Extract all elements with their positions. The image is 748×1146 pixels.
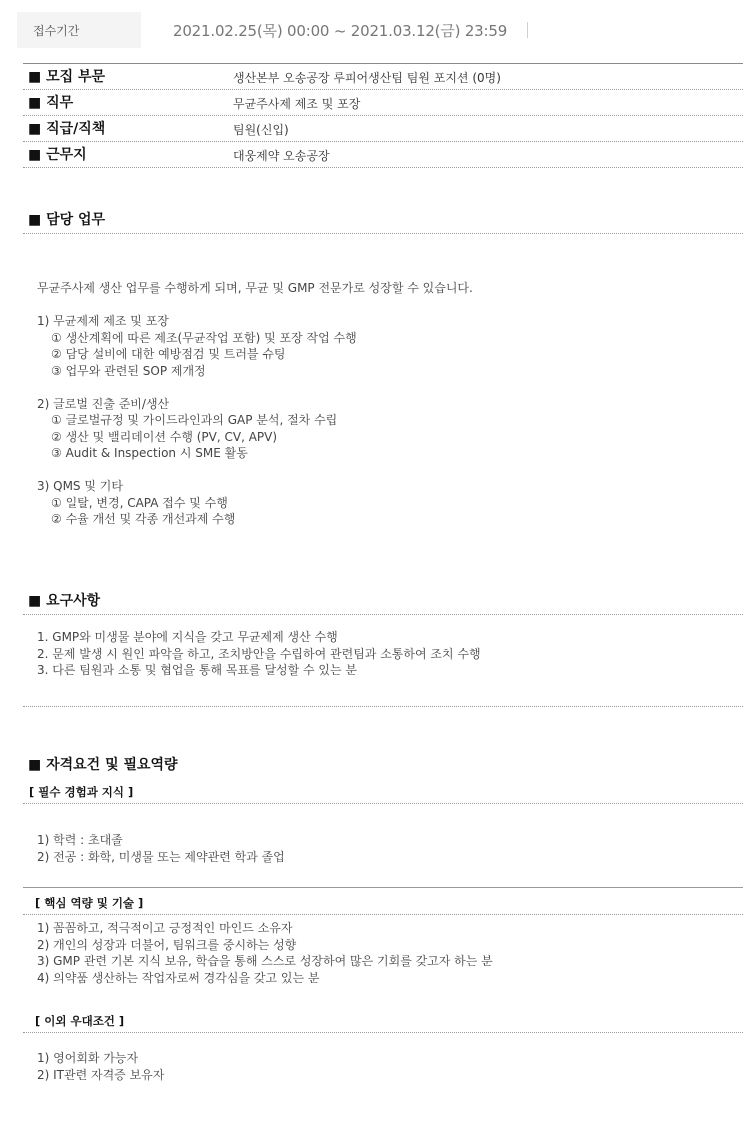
core-top-divider — [23, 887, 743, 888]
info-value: 생산본부 오송공장 루피어생산팀 팀원 포지션 (0명) — [233, 71, 501, 85]
core-skills-title: [ 핵심 역량 및 기술 ] — [35, 896, 144, 910]
qualifications-section-header — [23, 754, 743, 774]
duty-item: ① 생산계획에 따른 제조(무균작업 포함) 및 포장 작업 수행 — [51, 330, 357, 345]
core-item: 1) 꼼꼼하고, 적극적이고 긍정적인 마인드 소유자 — [37, 921, 293, 935]
info-value: 대웅제약 오송공장 — [233, 149, 330, 163]
preferred-list — [37, 1050, 164, 1083]
duty-group-heading: 3) QMS 및 기타 — [37, 479, 123, 493]
duty-group-heading: 1) 무균제제 제조 및 포장 — [37, 314, 169, 328]
required-item: 1) 학력 : 초대졸 — [37, 833, 123, 847]
info-key: ■ 직무 — [28, 95, 74, 111]
core-item: 2) 개인의 성장과 더불어, 팀워크를 중시하는 성향 — [37, 937, 297, 952]
preferred-item: 2) IT관련 자격증 보유자 — [37, 1067, 165, 1082]
preferred-item: 1) 영어회화 가능자 — [37, 1051, 139, 1065]
info-key: ■ 직급/직책 — [28, 121, 106, 137]
duties-title: ■ 담당 업무 — [28, 212, 106, 228]
info-key: ■ 모집 부문 — [28, 69, 106, 85]
info-value: 무균주사제 제조 및 포장 — [233, 97, 361, 111]
required-divider — [23, 803, 743, 804]
duties-divider — [23, 233, 743, 234]
qualifications-title: ■ 자격요건 및 필요역량 — [28, 757, 178, 773]
core-divider — [23, 914, 743, 915]
info-key: ■ 근무지 — [28, 147, 87, 163]
period-label: 접수기간 — [17, 12, 141, 48]
duty-item: ① 글로벌규정 및 가이드라인과의 GAP 분석, 절차 수립 — [51, 413, 338, 427]
info-row-division — [23, 63, 743, 90]
period-divider — [527, 22, 528, 38]
core-list — [37, 920, 493, 986]
duty-item: ② 담당 설비에 대한 예방점검 및 트러블 슈팅 — [51, 347, 286, 361]
duty-item: ② 생산 및 밸리데이션 수행 (PV, CV, APV) — [51, 429, 278, 444]
duty-item: ③ Audit & Inspection 시 SME 활동 — [51, 446, 248, 460]
duties-intro: 무균주사제 생산 업무를 수행하게 되며, 무균 및 GMP 전문가로 성장할 수 있습니다. — [37, 281, 473, 295]
required-item: 2) 전공 : 화학, 미생물 또는 제약관련 학과 졸업 — [37, 849, 285, 864]
info-value: 팀원(신입) — [233, 123, 289, 137]
duty-item: ① 일탈, 변경, CAPA 접수 및 수행 — [51, 495, 228, 510]
info-row-job — [23, 90, 743, 116]
requirements-title: ■ 요구사항 — [28, 593, 101, 609]
preferred-title: [ 이외 우대조건 ] — [35, 1014, 125, 1028]
period-value: 2021.02.25(목) 00:00 ~ 2021.03.12(금) 23:59 — [173, 21, 508, 40]
requirements-section-header — [23, 590, 743, 610]
required-list — [37, 832, 285, 865]
required-knowledge-title: [ 필수 경험과 지식 ] — [29, 785, 134, 799]
requirement-item: 1. GMP와 미생물 분야에 지식을 갖고 무균제제 생산 수행 — [37, 630, 338, 644]
requirements-divider — [23, 614, 743, 615]
duties-body — [37, 280, 473, 528]
requirements-list — [37, 629, 481, 679]
job-info-table — [23, 63, 743, 168]
core-item: 3) GMP 관련 기본 지식 보유, 학습을 통해 스스로 성장하여 많은 기회를 갖고자 하는 분 — [37, 954, 493, 968]
duty-item: ③ 업무와 관련된 SOP 제개정 — [51, 363, 206, 378]
duty-item: ② 수율 개선 및 각종 개선과제 수행 — [51, 512, 236, 526]
requirements-end-divider — [23, 706, 743, 707]
requirement-item: 2. 문제 발생 시 원인 파악을 하고, 조치방안을 수립하여 관련팀과 소통하여 조치 수행 — [37, 646, 481, 661]
core-item: 4) 의약품 생산하는 작업자로써 경각심을 갖고 있는 분 — [37, 970, 320, 985]
application-period — [17, 12, 748, 48]
preferred-divider — [23, 1032, 743, 1033]
duties-section-header — [23, 209, 743, 229]
requirement-item: 3. 다른 팀원과 소통 및 협업을 통해 목표를 달성할 수 있는 분 — [37, 663, 358, 677]
info-row-rank — [23, 116, 743, 142]
info-row-location — [23, 142, 743, 168]
duty-group-heading: 2) 글로벌 진출 준비/생산 — [37, 396, 170, 411]
